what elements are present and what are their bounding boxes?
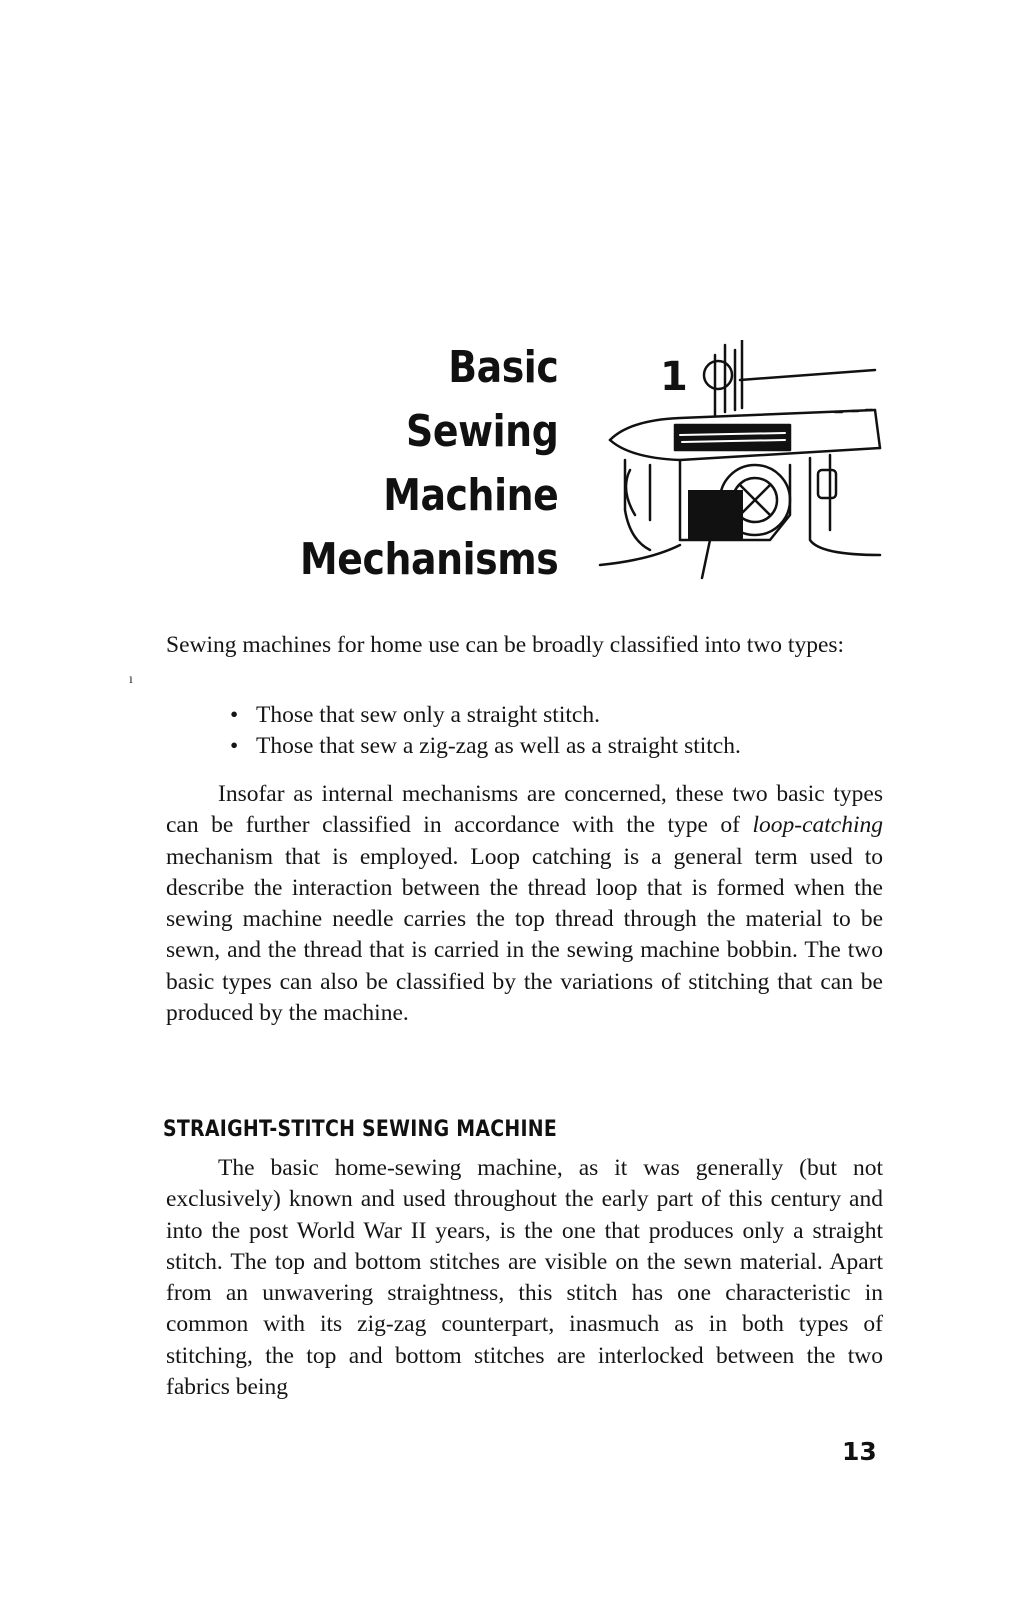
list-item: • Those that sew only a straight stitch. bbox=[228, 700, 888, 731]
page-number: 13 bbox=[842, 1437, 877, 1466]
paragraph-text: mechanism that is employed. Loop catching is a general term used to describe the interaction between the thread loop that is formed when the sewing machine needle carries the top thread through the material to be sewn, and the thread that is carried in the sewing machine bobbin. The two basic types can also be classified by the variations of stitching that can be produced by the machine. bbox=[166, 843, 883, 1027]
margin-mark: ı bbox=[129, 672, 133, 687]
intro-paragraph: Sewing machines for home use can be broadly classified into two types: bbox=[166, 632, 845, 658]
body-paragraph-1 bbox=[166, 779, 883, 1029]
chapter-title-line-3: Machine bbox=[382, 470, 558, 521]
list-item: • Those that sew a zig-zag as well as a straight stitch. bbox=[228, 731, 888, 762]
section-heading: STRAIGHT-STITCH SEWING MACHINE bbox=[163, 1117, 558, 1142]
chapter-title-line-1: Basic bbox=[447, 342, 558, 393]
bullet-list bbox=[228, 700, 888, 763]
italic-term: loop-catching bbox=[752, 812, 883, 839]
chapter-number: 1 bbox=[660, 354, 688, 400]
chapter-title bbox=[300, 336, 558, 592]
paragraph-text: Insofar as internal mechanisms are concerned, these two basic types can be further classified in accordance with the type of bbox=[166, 781, 883, 839]
sewing-machine-illustration bbox=[590, 340, 890, 580]
chapter-title-line-4: Mechanisms bbox=[299, 534, 558, 585]
body-paragraph-2: The basic home-sewing machine, as it was generally (but not exclusively) known and used throughout the early part of this century and into the post World War II years, is the one that produces only a straight stitch. The top and bottom stitches are visible on the sewn material. Apart from an unwavering straightness, this stitch has one characteristic in common with its zig-zag counterpart, inasmuch as in both types of stitching, the top and bottom stitches are interlocked between the two fabrics being bbox=[166, 1155, 883, 1401]
chapter-title-line-2: Sewing bbox=[405, 406, 558, 457]
